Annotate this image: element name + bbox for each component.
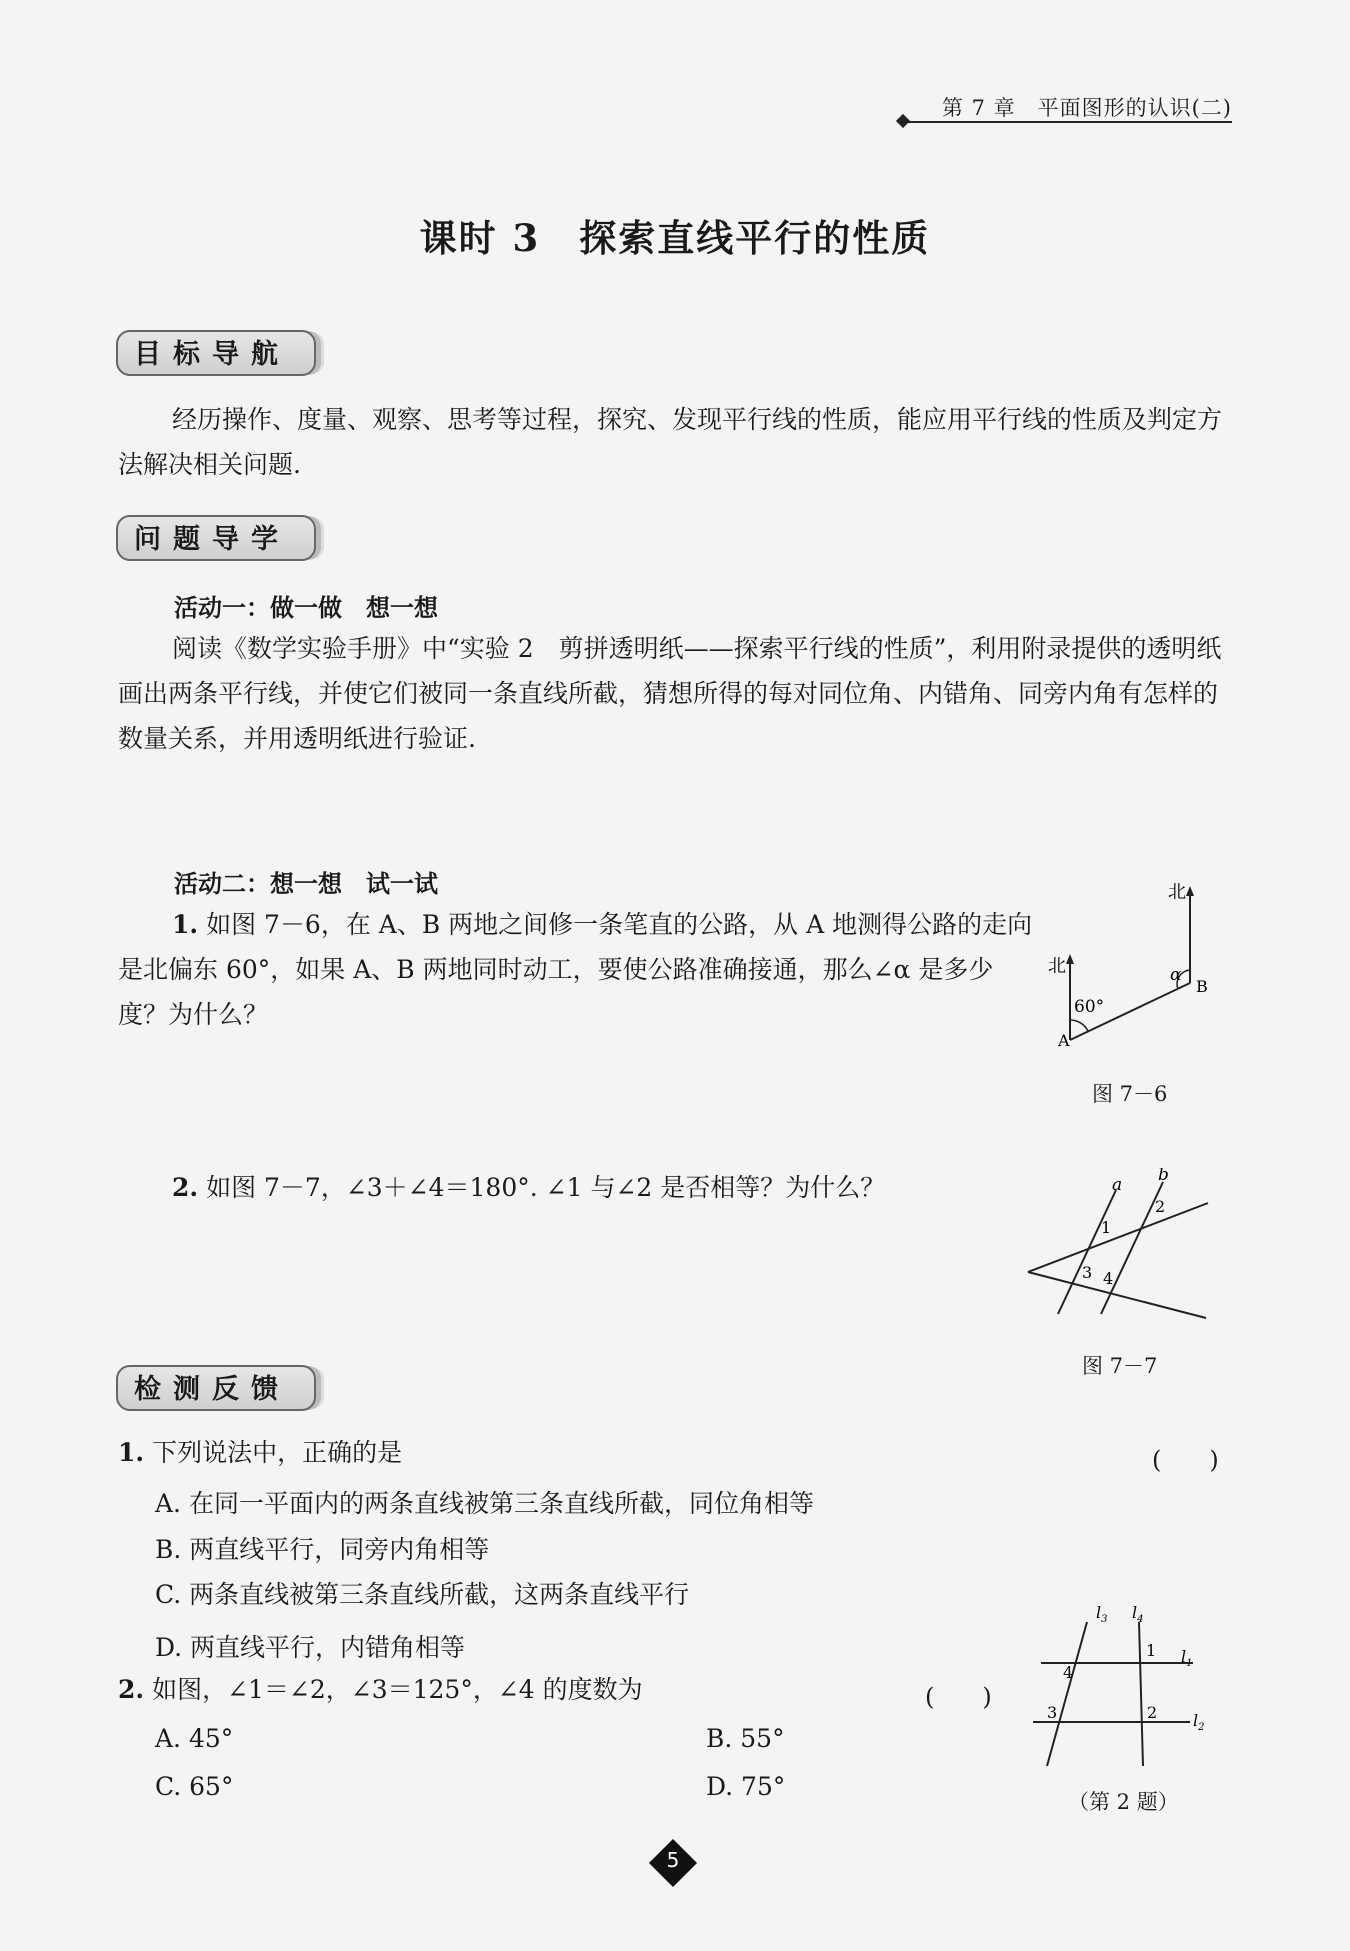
goal-text: 经历操作、度量、观察、思考等过程，探究、发现平行线的性质，能应用平行线的性质及判定方法解决相关问题. bbox=[118, 405, 1223, 479]
fig2-l3: $l_3$ bbox=[1096, 1603, 1108, 1625]
chapter-header: 第 7 章 平面图形的认识(二) bbox=[941, 96, 1232, 120]
fig2-caption: （第 2 题） bbox=[1068, 1790, 1179, 1814]
fig76-caption: 图 7－6 bbox=[1092, 1082, 1168, 1106]
q2-text: 如图 7－7，∠3＋∠4＝180°. ∠1 与∠2 是否相等？为什么？ bbox=[206, 1173, 886, 1202]
section-tag-goal: 目标导航 bbox=[116, 330, 316, 376]
fig2-l4: $l_4$ bbox=[1132, 1603, 1144, 1625]
fig77-angle-4: 4 bbox=[1103, 1269, 1114, 1288]
activity2-title: 活动二：想一想 试一试 bbox=[174, 870, 438, 898]
fq2-answer-paren: ( ) bbox=[925, 1683, 992, 1711]
feedback-q1 bbox=[118, 1430, 402, 1475]
q1-number: 1. bbox=[172, 910, 199, 939]
fig76-alpha: α bbox=[1170, 965, 1182, 985]
fig77-angle-1: 1 bbox=[1101, 1218, 1112, 1237]
fq1-option-a: A. 在同一平面内的两条直线被第三条直线所截，同位角相等 bbox=[155, 1489, 814, 1518]
page-number: 5 bbox=[666, 1848, 680, 1872]
q1-text: 如图 7－6，在 A、B 两地之间修一条笔直的公路，从 A 地测得公路的走向是北偏东 60°，如果 A、B 两地同时动工，要使公路准确接通，那么∠α 是多少度？为什么？ bbox=[118, 910, 1033, 1029]
fig2-l1: $l_1$ bbox=[1181, 1647, 1193, 1669]
fq1-option-b: B. 两直线平行，同旁内角相等 bbox=[155, 1535, 490, 1564]
fq2-option-b: B. 55° bbox=[706, 1724, 785, 1753]
feedback-q2 bbox=[118, 1667, 643, 1712]
fig77-caption: 图 7－7 bbox=[1082, 1354, 1158, 1378]
figure-7-7 bbox=[1020, 1168, 1220, 1328]
fig77-angle-2: 2 bbox=[1155, 1197, 1166, 1216]
activity2-q1 bbox=[118, 902, 1033, 1037]
activity2-q2 bbox=[172, 1165, 885, 1210]
fig76-label-b: B bbox=[1196, 977, 1208, 996]
fig76-north-a: 北 bbox=[1048, 956, 1066, 977]
fq1-number: 1. bbox=[118, 1438, 145, 1467]
figure-q2 bbox=[1025, 1600, 1225, 1770]
fig76-label-a: A bbox=[1058, 1031, 1070, 1050]
fq2-text: 如图，∠1＝∠2，∠3＝125°，∠4 的度数为 bbox=[152, 1675, 643, 1704]
fq1-option-d: D. 两直线平行，内错角相等 bbox=[155, 1633, 466, 1662]
fig76-north-b: 北 bbox=[1168, 882, 1186, 903]
header-diamond bbox=[896, 114, 910, 128]
lesson-title: 课时 3 探索直线平行的性质 bbox=[419, 216, 931, 260]
fq2-number: 2. bbox=[118, 1675, 145, 1704]
fig77-angle-3: 3 bbox=[1082, 1263, 1093, 1282]
fq1-option-c: C. 两条直线被第三条直线所截，这两条直线平行 bbox=[155, 1580, 690, 1609]
activity1-title: 活动一：做一做 想一想 bbox=[174, 594, 438, 622]
fig76-angle-60: 60° bbox=[1074, 997, 1105, 1017]
activity1-text: 阅读《数学实验手册》中“实验 2 剪拼透明纸——探索平行线的性质”，利用附录提供的透明纸画出两条平行线，并使它们被同一条直线所截，猜想所得的每对同位角、内错角、同旁内角有怎样的数量关系，并用透明纸进行验证. bbox=[118, 634, 1222, 753]
fq2-option-a: A. 45° bbox=[155, 1724, 234, 1753]
fq2-option-c: C. 65° bbox=[155, 1772, 234, 1801]
fig2-l2: $l_2$ bbox=[1193, 1711, 1205, 1733]
header-rule bbox=[905, 121, 1232, 123]
fig2-angle-3: 3 bbox=[1047, 1703, 1058, 1722]
fq1-text: 下列说法中，正确的是 bbox=[152, 1438, 403, 1467]
fig77-line-a: a bbox=[1112, 1175, 1123, 1195]
section-tag-guide: 问题导学 bbox=[116, 515, 316, 561]
fq2-option-d: D. 75° bbox=[706, 1772, 786, 1801]
fig77-line-b: b bbox=[1158, 1168, 1169, 1185]
figure-7-6 bbox=[1040, 880, 1220, 1060]
section-tag-feedback: 检测反馈 bbox=[116, 1365, 316, 1411]
fig2-angle-2: 2 bbox=[1147, 1703, 1158, 1722]
q2-number: 2. bbox=[172, 1173, 199, 1202]
fig2-angle-1: 1 bbox=[1146, 1641, 1157, 1660]
fig2-angle-4: 4 bbox=[1063, 1663, 1074, 1682]
fq1-answer-paren: ( ) bbox=[1152, 1446, 1219, 1474]
